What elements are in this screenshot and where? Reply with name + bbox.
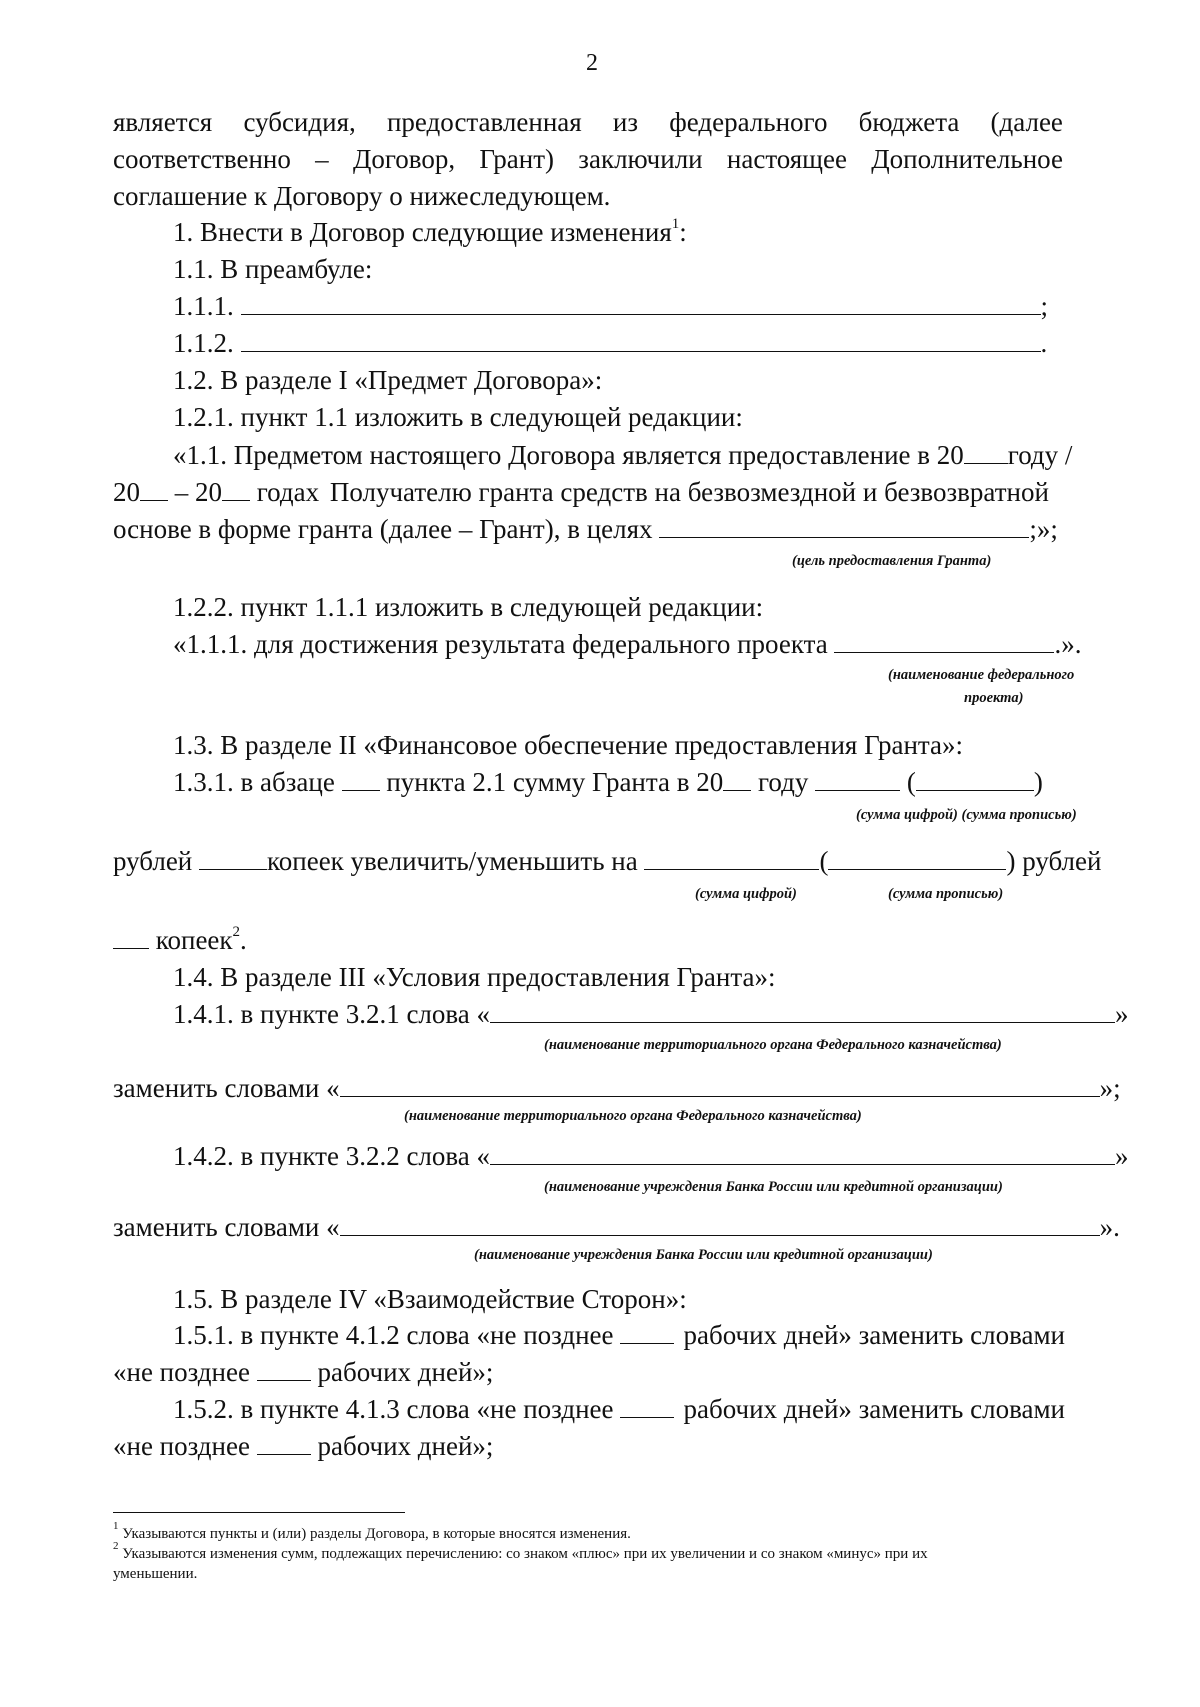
rubles-word: рублей	[113, 846, 193, 876]
quote-1-1-line-1	[173, 437, 1073, 473]
word: настоящее	[726, 144, 847, 174]
item-1-2-2: 1.2.2. пункт 1.1.1 изложить в следующей редакции:	[173, 592, 764, 622]
caption-sum-digits: (сумма цифрой)	[695, 886, 797, 902]
item-1-5-1-text: «не позднее	[113, 1357, 250, 1387]
paren: )	[1033, 767, 1043, 797]
footnote-mark: 2	[113, 1540, 119, 1552]
quote-close: ».	[1099, 1212, 1120, 1242]
paragraph-line-2	[113, 141, 1063, 177]
quote-1-1-1-text: «1.1.1. для достижения результата федерального проекта	[173, 629, 828, 659]
period: .	[240, 925, 247, 955]
item-1-5-1-text: рабочих дней» заменить словами	[683, 1320, 1065, 1350]
paren: (	[819, 846, 829, 876]
years-word: годах	[256, 477, 320, 507]
caption-sum-words: (сумма прописью)	[888, 886, 1004, 902]
quote-1-1-year-word: году /	[1007, 440, 1073, 470]
quote-close: .».	[1054, 629, 1082, 659]
item-1-1-2-label: 1.1.2.	[173, 328, 234, 358]
words-blank	[490, 996, 1115, 1023]
quote-close: »;	[1099, 1073, 1121, 1103]
item-1-4: 1.4. В разделе III «Условия предоставления Гранта»:	[173, 962, 776, 992]
item-1-1-2	[173, 325, 1047, 361]
paren: (	[906, 767, 916, 797]
item-1-2-1: 1.2.1. пункт 1.1 изложить в следующей редакции:	[173, 402, 743, 432]
footnote-ref-2: 2	[232, 924, 241, 940]
item-1-1-1-label: 1.1.1.	[173, 291, 234, 321]
quote-close: »	[1115, 999, 1129, 1029]
word: является	[113, 107, 213, 137]
item-1-5-2-text: 1.5.2. в пункте 4.1.3 слова «не позднее	[173, 1394, 614, 1424]
caption-project-1: (наименование федерального	[888, 667, 1075, 683]
year-blank	[222, 474, 250, 501]
item-1-5-1-text: рабочих дней»;	[317, 1357, 494, 1387]
quote-close: »	[1115, 1141, 1129, 1171]
sum-digits-blank	[815, 764, 900, 791]
days-blank	[620, 1391, 674, 1418]
project-blank	[834, 626, 1054, 653]
item-1-5-2-text: рабочих дней»;	[317, 1431, 494, 1461]
item-1-5-2-line-2	[113, 1428, 493, 1464]
rubles-line	[113, 843, 1102, 879]
word: –	[315, 144, 329, 174]
replace-line-1	[113, 1070, 1121, 1106]
item-1-5-1-line-2	[113, 1354, 493, 1390]
rubles-blank	[199, 843, 267, 870]
footnote-divider	[113, 1512, 405, 1513]
word: Договор,	[352, 144, 456, 174]
word: предоставленная	[386, 107, 582, 137]
item-1-4-1-text: 1.4.1. в пункте 3.2.1 слова «	[173, 999, 491, 1029]
days-blank	[257, 1354, 311, 1381]
item-1-text: 1. Внести в Договор следующие изменения	[173, 217, 672, 247]
word: Дополнительное	[871, 144, 1063, 174]
quote-close: ;»;	[1029, 514, 1058, 544]
year-blank	[723, 764, 751, 791]
footnote-1-text: Указываются пункты и (или) разделы Договора, в которые вносятся изменения.	[122, 1526, 631, 1542]
period: .	[1040, 328, 1048, 358]
replace-text: заменить словами «	[113, 1212, 340, 1242]
item-1-3-1	[173, 764, 1043, 800]
item-1	[173, 214, 687, 250]
year-blank	[964, 437, 1008, 464]
caption-treasury-1: (наименование территориального органа Федерального казначейства)	[544, 1037, 1002, 1053]
item-1-4-1	[173, 996, 1129, 1032]
words-blank	[340, 1209, 1100, 1236]
item-1-5-1-text: 1.5.1. в пункте 4.1.2 слова «не позднее	[173, 1320, 614, 1350]
quote-1-1-line-2	[113, 474, 1065, 510]
caption-bank-2: (наименование учреждения Банка России или кредитной организации)	[474, 1247, 933, 1263]
word: бюджета	[858, 107, 960, 137]
words-blank	[490, 1138, 1115, 1165]
change-text: копеек увеличить/уменьшить на	[267, 846, 638, 876]
item-1-3-1-text: 1.3.1. в абзаце	[173, 767, 335, 797]
year-word: году	[757, 767, 809, 797]
colon: :	[679, 217, 687, 247]
word: соответственно	[113, 144, 291, 174]
days-blank	[257, 1428, 311, 1455]
caption-bank-1: (наименование учреждения Банка России или кредитной организации)	[544, 1179, 1003, 1195]
paragraph-line-1	[113, 104, 1063, 140]
caption-project-2: проекта)	[964, 690, 1024, 706]
replace-line-2	[113, 1209, 1120, 1245]
caption-sum-both: (сумма цифрой) (сумма прописью)	[856, 807, 1077, 823]
quote-1-1-text-3: основе в форме гранта (далее – Грант), в целях	[113, 514, 653, 544]
word: Грант)	[479, 144, 555, 174]
paragraph-blank	[342, 764, 380, 791]
word: (далее	[990, 107, 1063, 137]
quote-1-1-text: «1.1. Предметом настоящего Договора является предоставление в 20	[173, 440, 964, 470]
footnote-2-text: Указываются изменения сумм, подлежащих перечислению: со знаком «плюс» при их увеличении и со знаком «минус» при их	[122, 1546, 928, 1562]
blank-line	[241, 325, 1041, 352]
footnote-1	[113, 1520, 631, 1544]
item-1-5-1-line-1	[173, 1317, 1065, 1353]
year-blank	[140, 474, 168, 501]
quote-1-1-1	[173, 626, 1081, 662]
word: из	[612, 107, 639, 137]
semicolon: ;	[1040, 291, 1049, 321]
item-1-3-1-text: пункта 2.1 сумму Гранта в 20	[386, 767, 724, 797]
rubles-word: ) рублей	[1006, 846, 1102, 876]
item-1-4-2-text: 1.4.2. в пункте 3.2.2 слова «	[173, 1141, 491, 1171]
item-1-5-1-part	[173, 1317, 674, 1353]
footnote-2-line-2: уменьшении.	[113, 1566, 198, 1582]
kopecks-blank	[113, 922, 149, 949]
sum-words-blank	[828, 843, 1006, 870]
replace-text: заменить словами «	[113, 1073, 340, 1103]
paragraph-line-3: соглашение к Договору о нижеследующем.	[113, 181, 611, 211]
item-1-3: 1.3. В разделе II «Финансовое обеспечение предоставления Гранта»:	[173, 730, 964, 760]
kopecks-line	[113, 922, 247, 958]
footnote-2	[113, 1540, 1065, 1564]
item-1-5-2-text: «не позднее	[113, 1431, 250, 1461]
blank-line	[241, 288, 1041, 315]
goal-blank	[659, 511, 1029, 538]
days-blank	[620, 1317, 674, 1344]
caption-goal: (цель предоставления Гранта)	[792, 553, 992, 569]
word: федерального	[669, 107, 828, 137]
item-1-5-2-line-1	[173, 1391, 1065, 1427]
item-1-5-2-part	[173, 1391, 674, 1427]
item-1-4-2	[173, 1138, 1129, 1174]
year-prefix: – 20	[174, 477, 222, 507]
caption-treasury-2: (наименование территориального органа Федерального казначейства)	[404, 1108, 862, 1124]
footnote-mark: 1	[113, 1520, 119, 1532]
word: субсидия,	[243, 107, 356, 137]
quote-1-1-text-2: Получателю гранта средств на безвозмездной и безвозвратной	[329, 477, 1049, 507]
sum-digits-blank	[644, 843, 819, 870]
kopecks-word: копеек	[155, 925, 233, 955]
word: заключили	[578, 144, 703, 174]
sum-words-blank	[916, 764, 1034, 791]
page-number: 2	[586, 50, 598, 76]
item-1-2: 1.2. В разделе I «Предмет Договора»:	[173, 365, 603, 395]
item-1-1: 1.1. В преамбуле:	[173, 254, 373, 284]
words-blank	[340, 1070, 1100, 1097]
item-1-1-1	[173, 288, 1048, 324]
item-1-5: 1.5. В разделе IV «Взаимодействие Сторон»:	[173, 1284, 687, 1314]
quote-text	[173, 437, 1008, 473]
footnote-ref-1: 1	[671, 216, 680, 232]
item-1-5-2-text: рабочих дней» заменить словами	[683, 1394, 1065, 1424]
year-prefix: 20	[113, 477, 140, 507]
quote-1-1-line-3	[113, 511, 1058, 547]
